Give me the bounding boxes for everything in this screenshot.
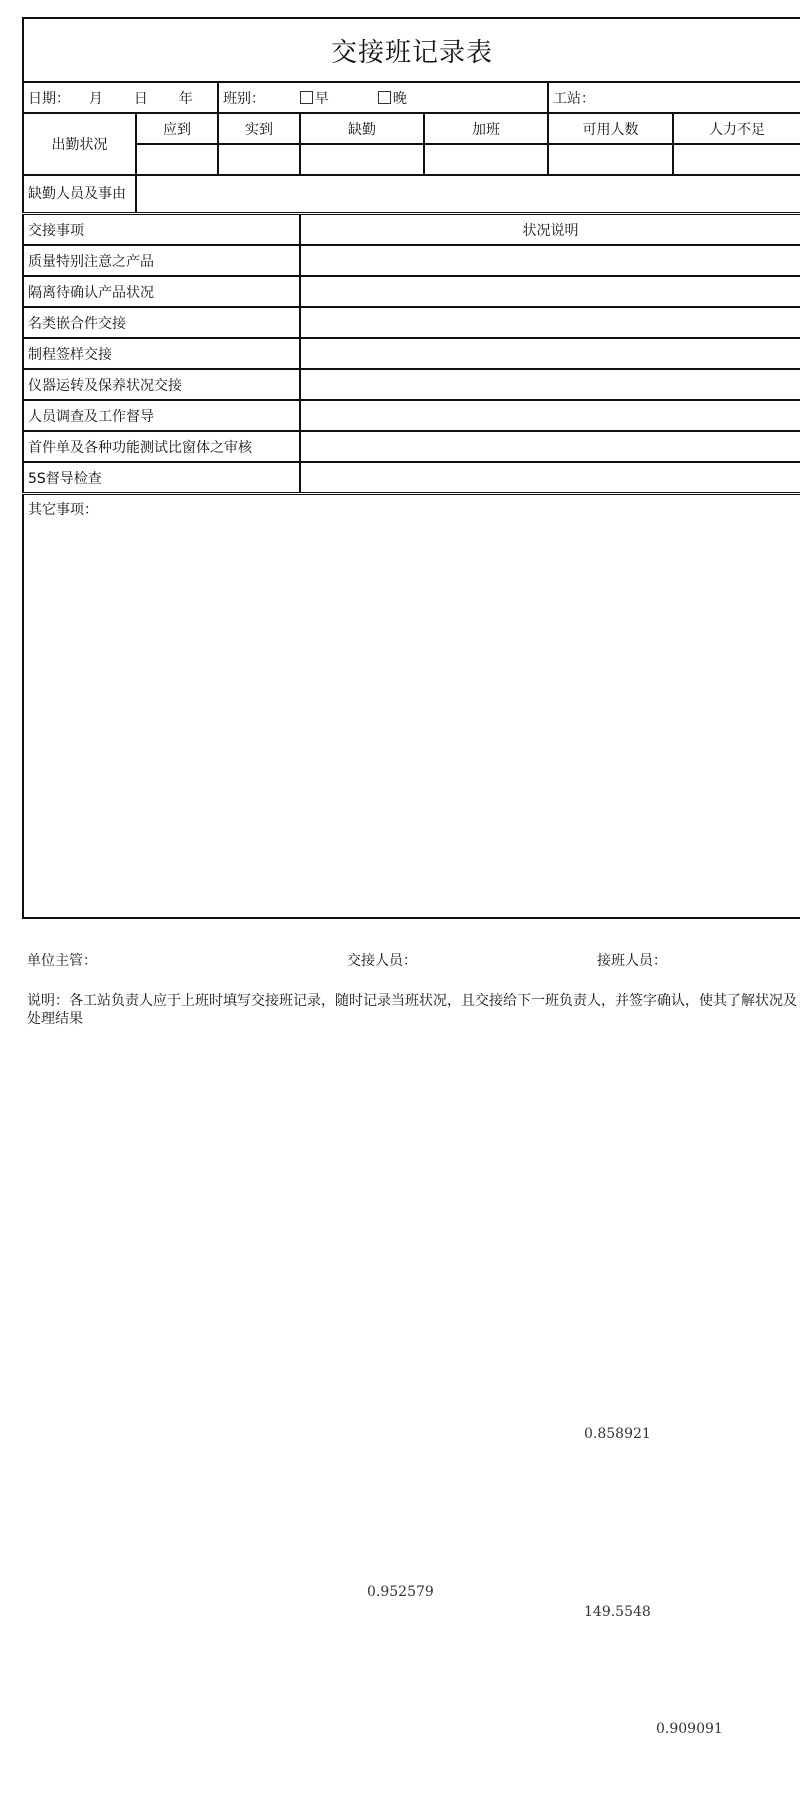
handover-item-header: 交接事项 [23, 214, 300, 246]
stray-number: 0.909091 [656, 1721, 723, 1737]
shift-label: 班别： [223, 90, 265, 107]
station-cell[interactable] [548, 82, 800, 113]
morning-checkbox[interactable] [300, 91, 313, 104]
table-row [23, 400, 800, 431]
signature-row [27, 950, 797, 974]
stray-number: 0.952579 [367, 1584, 434, 1600]
attendance-col-shortage: 人力不足 [673, 113, 800, 144]
absence-value-cell[interactable] [136, 175, 800, 214]
stray-number: 0.858921 [584, 1426, 651, 1442]
handover-status-cell[interactable] [300, 276, 800, 307]
form-footer [27, 950, 797, 1028]
handover-status-cell[interactable] [300, 307, 800, 338]
handover-form [22, 17, 800, 919]
stray-number: 149.5548 [584, 1604, 651, 1620]
table-row [23, 276, 800, 307]
handover-status-cell[interactable] [300, 338, 800, 369]
table-row [23, 338, 800, 369]
attendance-col-actual: 实到 [218, 113, 300, 144]
handover-status-header: 状况说明 [300, 214, 800, 246]
day-label: 日 [133, 90, 148, 107]
attendance-value-row [23, 144, 800, 175]
handover-header-row [23, 214, 800, 246]
other-notes-area[interactable] [23, 494, 800, 919]
receiver-signature-label: 接班人员： [597, 953, 667, 969]
table-row [23, 245, 800, 276]
supervisor-signature-label: 单位主管： [27, 953, 97, 969]
handover-person-signature-label: 交接人员： [347, 953, 417, 969]
date-label: 日期： [28, 90, 70, 107]
attendance-label: 出勤状况 [23, 113, 136, 175]
handover-status-cell[interactable] [300, 369, 800, 400]
shift-cell [218, 82, 548, 113]
table-row [23, 369, 800, 400]
handover-status-cell[interactable] [300, 462, 800, 494]
station-label: 工站： [553, 90, 595, 107]
attendance-col-absent: 缺勤 [300, 113, 424, 144]
handover-item-label: 隔离待确认产品状况 [23, 276, 300, 307]
handover-item-label: 首件单及各种功能测试比窗体之审核 [23, 431, 300, 462]
handover-item-label: 人员调查及工作督导 [23, 400, 300, 431]
expected-value-cell[interactable] [136, 144, 218, 175]
attendance-col-overtime: 加班 [424, 113, 548, 144]
handover-item-label: 5S督导检查 [23, 462, 300, 494]
absent-value-cell[interactable] [300, 144, 424, 175]
handover-item-label: 名类嵌合件交接 [23, 307, 300, 338]
shortage-value-cell[interactable] [673, 144, 800, 175]
attendance-col-expected: 应到 [136, 113, 218, 144]
form-title: 交接班记录表 [23, 18, 800, 82]
other-row [23, 494, 800, 919]
handover-status-cell[interactable] [300, 431, 800, 462]
attendance-col-available: 可用人数 [548, 113, 673, 144]
date-cell[interactable] [23, 82, 218, 113]
evening-label: 晚 [392, 90, 407, 107]
available-value-cell[interactable] [548, 144, 673, 175]
month-label: 月 [88, 90, 103, 107]
other-label: 其它事项： [28, 502, 98, 518]
handover-status-cell[interactable] [300, 245, 800, 276]
attendance-header-row [23, 113, 800, 144]
instruction-note: 说明：各工站负责人应于上班时填写交接班记录，随时记录当班状况，且交接给下一班负责人，并签字确认，使其了解状况及处理结果 [27, 993, 797, 1027]
absence-row [23, 175, 800, 214]
actual-value-cell[interactable] [218, 144, 300, 175]
handover-status-cell[interactable] [300, 400, 800, 431]
evening-checkbox[interactable] [378, 91, 391, 104]
handover-item-label: 质量特别注意之产品 [23, 245, 300, 276]
handover-item-label: 仪器运转及保养状况交接 [23, 369, 300, 400]
absence-label: 缺勤人员及事由 [23, 175, 136, 214]
overtime-value-cell[interactable] [424, 144, 548, 175]
table-row [23, 307, 800, 338]
morning-label: 早 [314, 90, 329, 107]
handover-item-label: 制程签样交接 [23, 338, 300, 369]
header-row [23, 82, 800, 113]
table-row [23, 431, 800, 462]
form-table [22, 17, 800, 919]
table-row [23, 462, 800, 494]
year-label: 年 [178, 90, 193, 107]
